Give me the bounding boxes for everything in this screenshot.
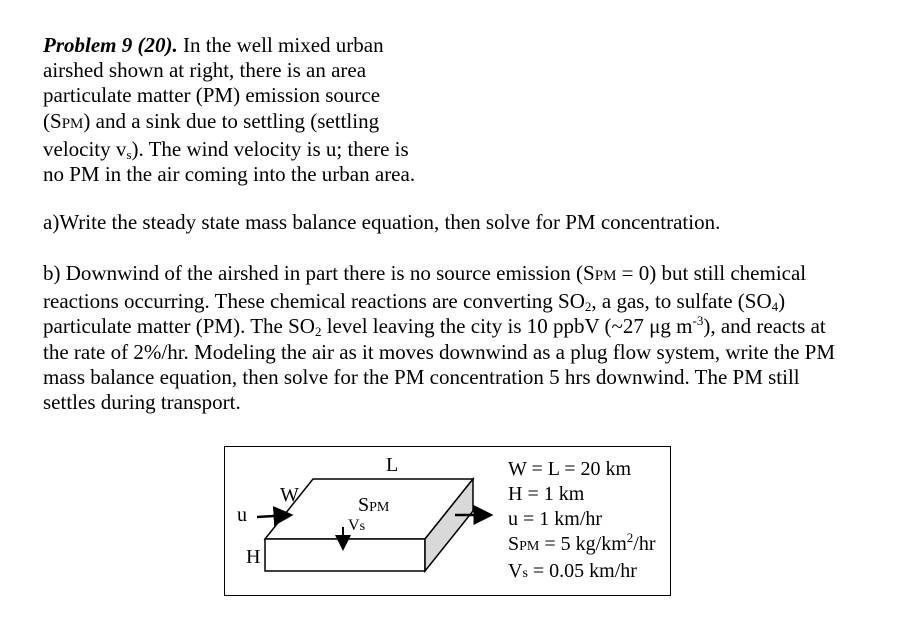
param-wl: W = L = 20 km	[508, 458, 632, 480]
part-a-text: a)Write the steady state mass balance equation, then solve for PM concentration.	[43, 210, 721, 234]
box-front-face	[265, 539, 425, 571]
parameter-list	[508, 457, 655, 586]
part-b-question	[43, 261, 893, 415]
intro-line-3: particulate matter (PM) emission source	[43, 83, 381, 108]
intro-line-4: (SPM) and a sink due to settling (settling	[43, 108, 380, 133]
part-b-line-4: the rate of 2%/hr. Modeling the air as it moves downwind as a plug flow system, write the PM	[43, 339, 836, 364]
airshed-diagram	[224, 446, 671, 596]
intro-line-6: no PM in the air coming into the urban area.	[43, 162, 416, 187]
part-b-line-3: particulate matter (PM). The $SO_2$ level leaving the city is 10 ppbV (~27 μg $m^{-3}$), and reacts at	[43, 313, 826, 340]
label-vs: Vs	[348, 517, 366, 534]
intro-line-1: Problem 9 (20). In the well mixed urban	[43, 33, 384, 57]
label-spm: SPM	[358, 494, 390, 516]
part-b-line-5: mass balance equation, then solve for the PM concentration 5 hrs downwind. The PM still	[43, 364, 800, 389]
part-b-line-1: b) Downwind of the airshed in part there is no source emission (SPM = 0) but still chemical	[43, 261, 807, 285]
param-spm: SPM = 5 $kg/km^2/hr$	[508, 530, 656, 555]
label-u: u	[237, 504, 247, 526]
param-h: H = 1 km	[508, 483, 585, 505]
param-vs: Vs = 0.05 km/hr	[508, 560, 637, 582]
param-u: u = 1 km/hr	[508, 508, 603, 530]
label-H: H	[246, 546, 261, 568]
intro-line-5: velocity $v_s$). The wind velocity is u; there is	[43, 136, 409, 162]
intro-paragraph	[43, 33, 443, 187]
label-W: W	[280, 484, 299, 506]
part-b-line-6: settles during transport.	[43, 390, 241, 415]
problem-heading: Problem 9 (20).	[43, 33, 178, 57]
intro-line-2: airshed shown at right, there is an area	[43, 58, 367, 83]
part-a-question	[43, 210, 883, 235]
part-b-line-2: reactions occurring. These chemical reactions are converting $SO_2$, a gas, to sulfate $(SO_4)$	[43, 289, 786, 315]
label-L: L	[386, 454, 399, 476]
